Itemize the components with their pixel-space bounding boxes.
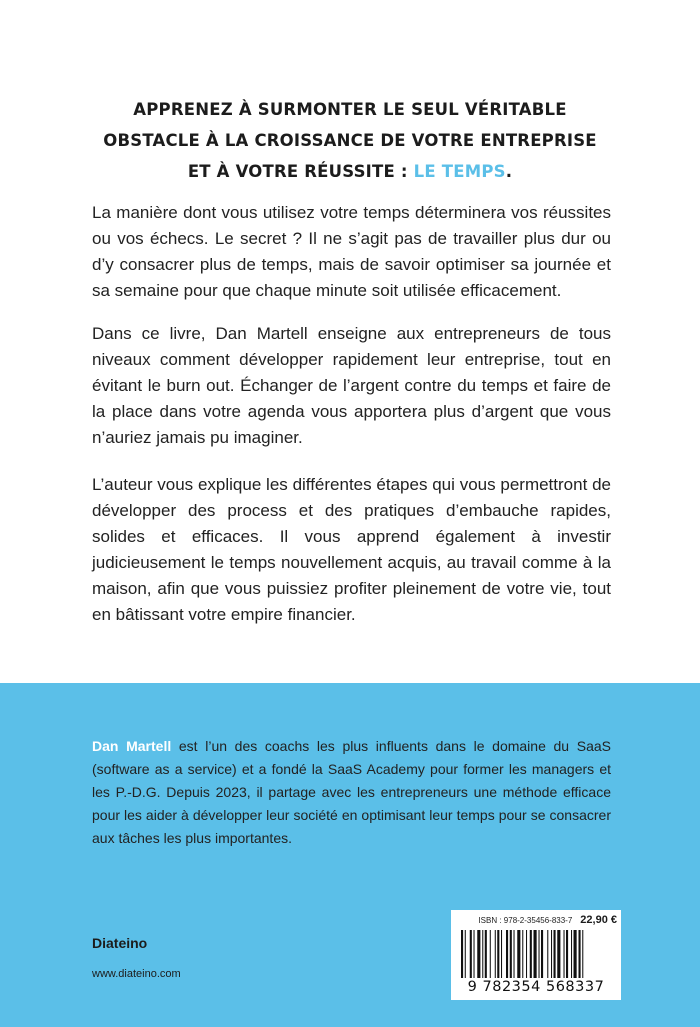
- barcode-bar: [517, 930, 520, 978]
- barcode-image: [455, 930, 617, 978]
- barcode-digits: 9 782354 568337: [467, 979, 605, 995]
- headline-highlight: LE TEMPS: [413, 162, 506, 181]
- author-panel: [0, 683, 700, 1027]
- author-bio: [92, 735, 611, 850]
- barcode-bar: [485, 930, 487, 978]
- isbn-price-line: [455, 914, 617, 928]
- headline-line-1: APPRENEZ À SURMONTER LE SEUL VÉRITABLE: [133, 100, 567, 119]
- barcode-bar: [551, 930, 552, 978]
- description-paragraph-1: La manière dont vous utilisez votre temps déterminera vos réussites ou vos échecs. Le secret ? Il ne s’agit pas de travailler plus dur ou d’y consacrer plus de temps, mais de savoir optimiser sa journée et sa semaine pour que chaque minute soit utilisée efficacement.: [92, 203, 611, 300]
- headline-line-3-suffix: .: [505, 162, 513, 181]
- barcode-bar: [566, 930, 568, 978]
- author-name: Dan Martell: [92, 738, 172, 754]
- barcode-box: [451, 910, 621, 1000]
- barcode-bar: [495, 930, 496, 978]
- barcode-bar: [557, 930, 560, 978]
- description: [92, 200, 611, 645]
- barcode-bar: [522, 930, 523, 978]
- headline-line-3-prefix: ET À VOTRE RÉUSSITE :: [187, 162, 414, 181]
- barcode-bar: [579, 930, 581, 978]
- barcode-bar: [501, 930, 502, 978]
- barcode-bar: [482, 930, 483, 978]
- barcode-bar: [506, 930, 508, 978]
- barcode-bar: [534, 930, 537, 978]
- headline: [60, 94, 640, 187]
- barcode-bar: [564, 930, 565, 978]
- barcode-bar: [571, 930, 572, 978]
- barcode-bar: [526, 930, 527, 978]
- barcode-bar: [530, 930, 532, 978]
- barcode-bar: [461, 930, 463, 978]
- price: 22,90 €: [580, 914, 617, 926]
- description-paragraph-2: Dans ce livre, Dan Martell enseigne aux entrepreneurs de tous niveaux comment développer rapidement leur entreprise, tout en évitant le burn out. Échanger de l’argent contre du temps et faire de la place dans votre agenda vous apportera plus d’argent que vous n’auriez jamais pu imaginer.: [92, 324, 611, 447]
- barcode-bar: [510, 930, 512, 978]
- author-bio-text: est l’un des coachs les plus influents dans le domaine du SaaS (software as a service) et a fondé la SaaS Academy pour former les managers et les P.-D.G. Depuis 2023, il partage avec les entrepreneurs une méthode efficace pour les aider à développer leur société en optimisant leur temps pour se consacrer aux tâches les plus importantes.: [92, 738, 611, 846]
- barcode-bar: [474, 930, 475, 978]
- publisher-website: www.diateino.com: [92, 968, 181, 980]
- barcode-bar: [470, 930, 472, 978]
- description-paragraph-3: L’auteur vous explique les différentes étapes qui vous permettront de développer des process et des pratiques d’embauche rapides, solides et efficaces. Il vous apprend également à investir judicieusement le temps nouvellement acquis, au travail comme à la maison, afin que vous puissiez profiter pleinement de votre vie, tout en bâtissant votre empire financier.: [92, 475, 611, 624]
- barcode-bar: [465, 930, 466, 978]
- barcode-bar: [539, 930, 540, 978]
- barcode-bar: [477, 930, 480, 978]
- barcode-bar: [514, 930, 515, 978]
- headline-line-2: OBSTACLE À LA CROISSANCE DE VOTRE ENTREPRISE: [103, 131, 597, 150]
- barcode-bar: [582, 930, 583, 978]
- isbn-label: ISBN : 978-2-35456-833-7: [478, 916, 573, 925]
- headline-line-3: [60, 156, 640, 187]
- barcode-bar: [490, 930, 491, 978]
- barcode-bar: [554, 930, 556, 978]
- barcode-bar: [497, 930, 499, 978]
- barcode-bar: [547, 930, 548, 978]
- publisher-logo: Diateino: [92, 935, 148, 951]
- barcode-bar: [541, 930, 543, 978]
- barcode-bar: [574, 930, 577, 978]
